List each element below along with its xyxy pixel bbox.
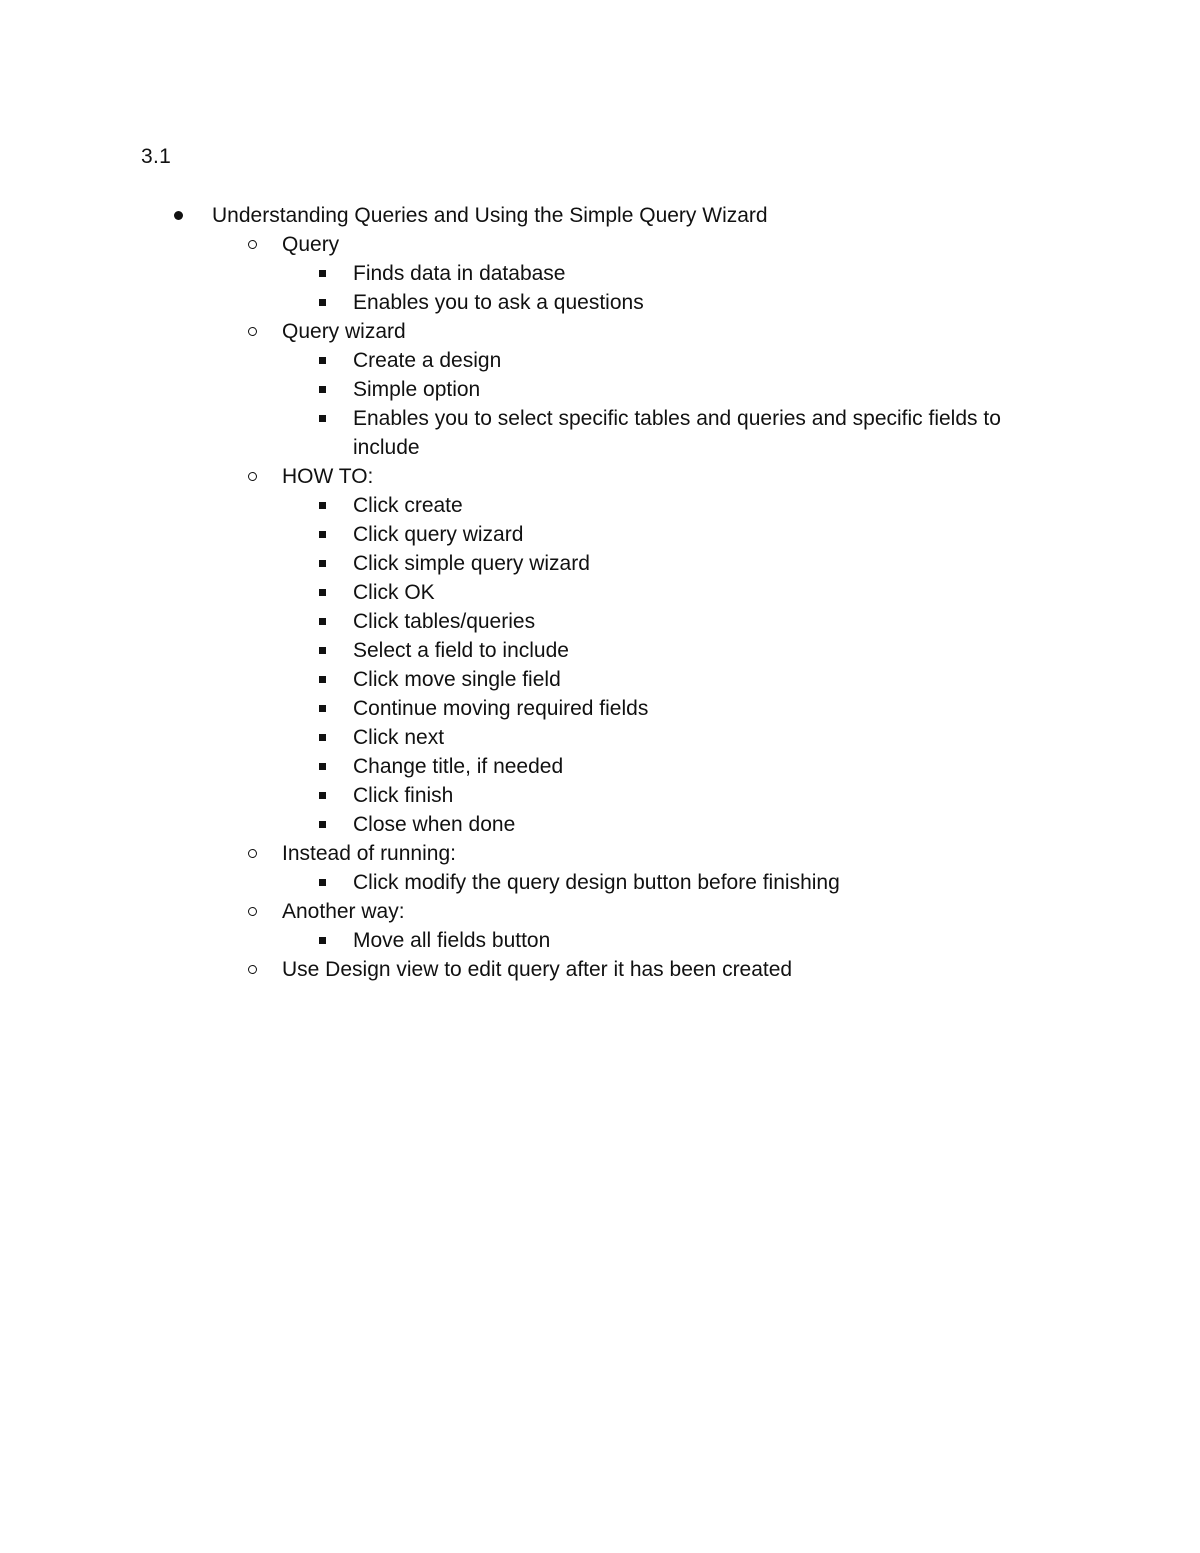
topic-title: Understanding Queries and Using the Simple Query Wizard [212, 204, 768, 227]
point-text: Simple option [353, 378, 481, 401]
subtopic-label: Query [282, 233, 340, 256]
point-text: Click finish [353, 784, 454, 807]
subtopic-list [212, 230, 1200, 984]
point-text: Change title, if needed [353, 755, 564, 778]
subtopic-label: Query wizard [282, 320, 406, 343]
point-text: Click tables/queries [353, 610, 536, 633]
point-item [353, 404, 1200, 462]
point-item [353, 810, 1200, 839]
point-text: Click simple query wizard [353, 552, 590, 575]
topic-list [0, 201, 1200, 984]
point-text: Close when done [353, 813, 516, 836]
square-bullet-icon [319, 357, 326, 364]
square-bullet-icon [319, 734, 326, 741]
point-item [353, 578, 1200, 607]
square-bullet-icon [319, 676, 326, 683]
point-item [353, 259, 1200, 288]
point-text: Finds data in database [353, 262, 566, 285]
point-text: Create a design [353, 349, 502, 372]
point-item [353, 868, 1200, 897]
square-bullet-icon [319, 763, 326, 770]
point-list [282, 491, 1200, 839]
point-text: Move all fields button [353, 929, 551, 952]
point-item [353, 346, 1200, 375]
subtopic-item [282, 230, 1200, 317]
square-bullet-icon [319, 792, 326, 799]
point-text: Enables you to select specific tables and queries and specific fields to include [353, 407, 1001, 459]
point-text: Click move single field [353, 668, 561, 691]
topic-item [0, 201, 1200, 984]
subtopic-item [282, 317, 1200, 462]
point-item [353, 694, 1200, 723]
point-item [353, 375, 1200, 404]
square-bullet-icon [319, 299, 326, 306]
subtopic-label: Use Design view to edit query after it has been created [282, 958, 793, 981]
point-item [353, 781, 1200, 810]
square-bullet-icon [319, 270, 326, 277]
subtopic-item [282, 462, 1200, 839]
point-text: Click OK [353, 581, 435, 604]
square-bullet-icon [319, 589, 326, 596]
subtopic-label: HOW TO: [282, 465, 374, 488]
square-bullet-icon [319, 531, 326, 538]
hollow-bullet-icon [248, 327, 257, 336]
point-list [282, 346, 1200, 462]
square-bullet-icon [319, 618, 326, 625]
point-text: Click next [353, 726, 445, 749]
point-item [353, 665, 1200, 694]
point-item [353, 636, 1200, 665]
subtopic-label: Another way: [282, 900, 405, 923]
square-bullet-icon [319, 386, 326, 393]
point-item [353, 926, 1200, 955]
square-bullet-icon [319, 821, 326, 828]
subtopic-item [282, 955, 1200, 984]
point-list [282, 259, 1200, 317]
point-text: Click create [353, 494, 463, 517]
point-text: Enables you to ask a questions [353, 291, 644, 314]
square-bullet-icon [319, 560, 326, 567]
point-item [353, 549, 1200, 578]
point-list [282, 926, 1200, 955]
subtopic-item [282, 897, 1200, 955]
square-bullet-icon [319, 415, 326, 422]
filled-bullet-icon [174, 211, 183, 220]
square-bullet-icon [319, 705, 326, 712]
point-item [353, 491, 1200, 520]
section-number: 3.1 [141, 145, 172, 168]
point-item [353, 607, 1200, 636]
subtopic-item [282, 839, 1200, 897]
hollow-bullet-icon [248, 849, 257, 858]
point-item [353, 288, 1200, 317]
point-text: Select a field to include [353, 639, 569, 662]
hollow-bullet-icon [248, 965, 257, 974]
point-list [282, 868, 1200, 897]
hollow-bullet-icon [248, 472, 257, 481]
point-text: Click query wizard [353, 523, 524, 546]
point-item [353, 520, 1200, 549]
hollow-bullet-icon [248, 240, 257, 249]
point-item [353, 723, 1200, 752]
point-text: Click modify the query design button before finishing [353, 871, 840, 894]
point-text: Continue moving required fields [353, 697, 649, 720]
point-item [353, 752, 1200, 781]
square-bullet-icon [319, 879, 326, 886]
square-bullet-icon [319, 937, 326, 944]
square-bullet-icon [319, 647, 326, 654]
square-bullet-icon [319, 502, 326, 509]
subtopic-label: Instead of running: [282, 842, 456, 865]
hollow-bullet-icon [248, 907, 257, 916]
